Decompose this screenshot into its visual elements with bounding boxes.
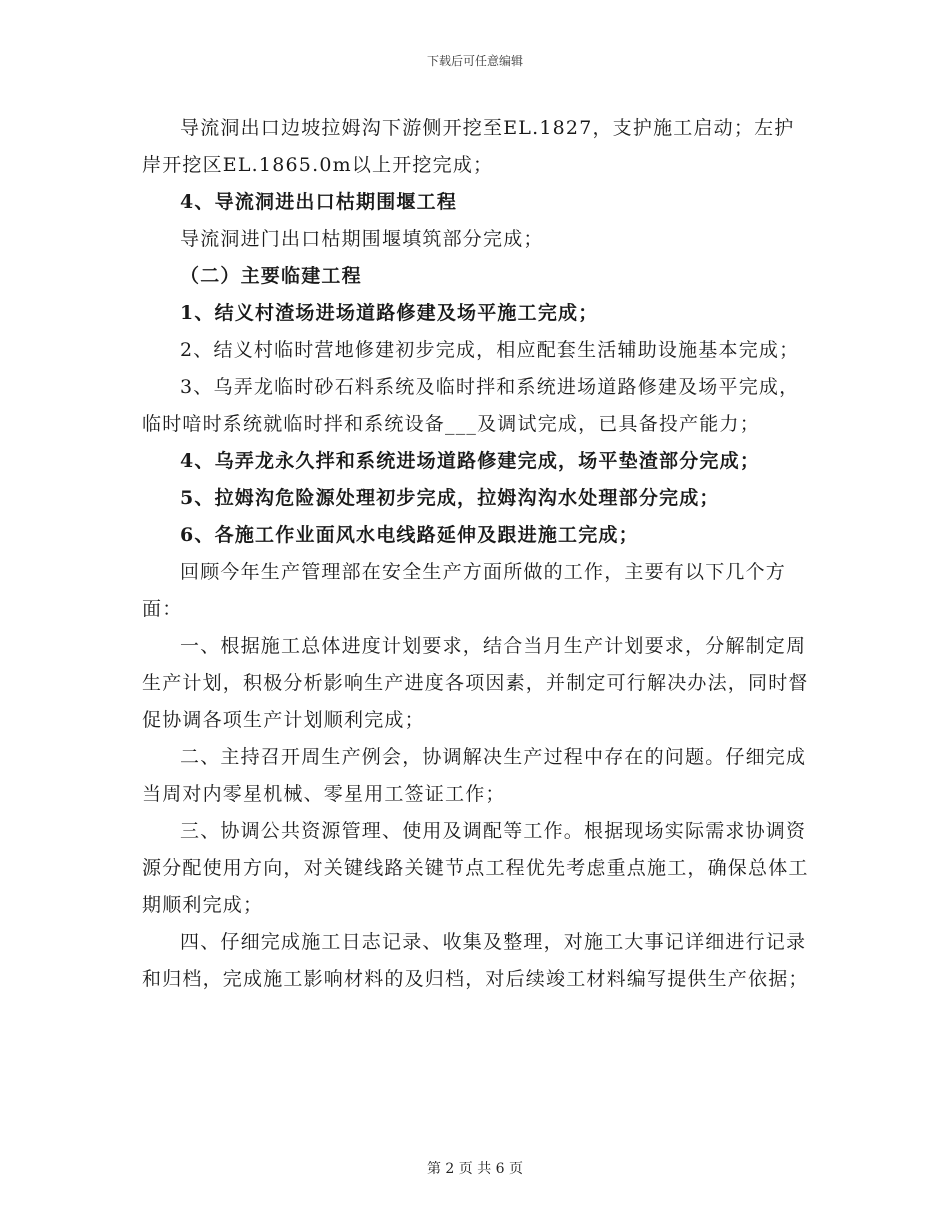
paragraph: 一、根据施工总体进度计划要求，结合当月生产计划要求，分解制定周生产计划，积极分析影响生产进度各项因素，并制定可行解决办法，同时督促协调各项生产计划顺利完成； [142, 635, 809, 731]
document-body [142, 110, 810, 998]
paragraph: 导流洞出口边坡拉姆沟下游侧开挖至EL.1827，支护施工启动；左护岸开挖区EL.1865.0m以上开挖完成； [142, 117, 795, 176]
list-item: 3、乌弄龙临时砂石料系统及临时拌和系统进场道路修建及场平完成，临时喑时系统就临时拌和系统设备___及调试完成，已具备投产能力； [142, 376, 800, 435]
paragraph: 三、协调公共资源管理、使用及调配等工作。根据现场实际需求协调资源分配使用方向，对关键线路关键节点工程优先考虑重点施工，确保总体工期顺利完成； [142, 820, 809, 916]
page-footer: 第 2 页 共 6 页 [426, 1161, 524, 1177]
section-heading: （二）主要临建工程 [180, 265, 362, 287]
page-header: 下载后可任意编辑 [426, 54, 523, 68]
paragraph: 二、主持召开周生产例会，协调解决生产过程中存在的问题。仔细完成当周对内零星机械、零星用工签证工作； [142, 746, 807, 805]
list-item: 5、拉姆沟危险源处理初步完成，拉姆沟沟水处理部分完成； [180, 487, 720, 509]
list-item: 6、各施工作业面风水电线路延伸及跟进施工完成； [180, 524, 639, 546]
paragraph: 导流洞进门出口枯期围堰填筑部分完成； [180, 228, 544, 250]
list-item: 4、乌弄龙永久拌和系统进场道路修建完成，场平垫渣部分完成； [180, 450, 761, 472]
paragraph: 四、仔细完成施工日志记录、收集及整理，对施工大事记详细进行记录和归档，完成施工影响材料的及归档，对后续竣工材料编写提供生产依据； [142, 931, 809, 990]
paragraph: 回顾今年生产管理部在安全生产方面所做的工作，主要有以下几个方面： [142, 561, 787, 620]
list-item: 2、结义村临时营地修建初步完成，相应配套生活辅助设施基本完成； [180, 339, 800, 361]
list-item: 1、结义村渣场进场道路修建及场平施工完成； [180, 302, 599, 324]
section-heading: 4、导流洞进出口枯期围堰工程 [180, 191, 458, 213]
